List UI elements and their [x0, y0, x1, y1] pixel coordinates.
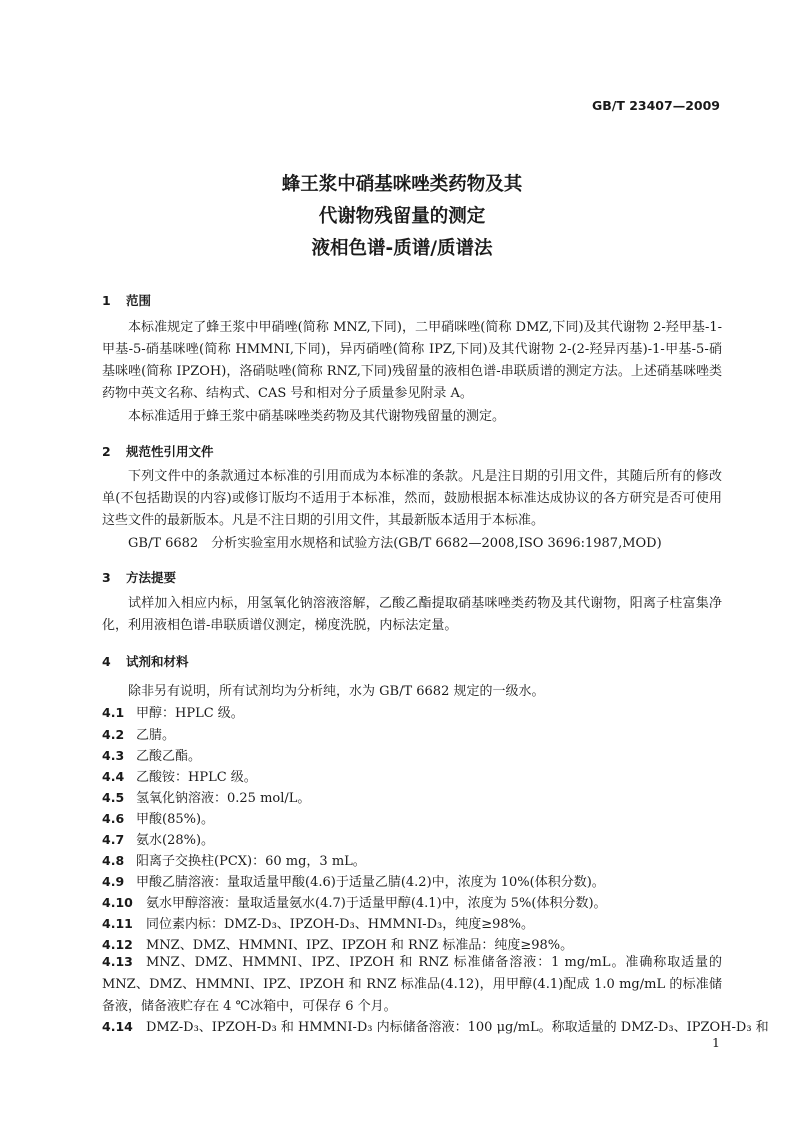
section-title: 范围 [126, 293, 152, 308]
item-number: 4.7 [102, 832, 125, 847]
item-text: MNZ、DMZ、HMMNI、IPZ、IPZOH 和 RNZ 标准品：纯度≥98%。 [146, 938, 574, 953]
item-number: 4.5 [102, 790, 125, 805]
reagent-item-4-6 [102, 808, 722, 827]
reagent-item-4-13 [102, 951, 722, 1018]
item-text: 氢氧化钠溶液：0.25 mol/L。 [136, 791, 311, 806]
reagent-item-4-4 [102, 766, 722, 785]
item-number: 4.1 [102, 705, 125, 720]
item-text: 氨水(28%)。 [136, 833, 215, 848]
reagent-item-4-3 [102, 745, 722, 764]
reagent-item-4-1 [102, 702, 722, 721]
section-1-paragraph-1: 本标准规定了蜂王浆中甲硝唑(简称 MNZ,下同)，二甲硝咪唑(简称 DMZ,下同)及其代谢物 2-羟甲基-1-甲基-5-硝基咪唑(简称 HMMNI,下同)，异丙硝唑(简称 IPZ,下同)及其代谢物 2-(2-羟异丙基)-1-甲基-5-硝基咪唑(简称 IPZOH)，洛硝哒唑(简称 RNZ,下同)残留量的液相色谱-串联质谱的测定方法。上述硝基咪唑类药物中英文名称、结构式、CAS 号和相对分子质量参见附录 A。 [102, 320, 722, 401]
section-number: 1 [102, 293, 111, 308]
reagent-item-4-2 [102, 724, 722, 743]
item-number: 4.2 [102, 727, 125, 742]
section-1-paragraph-2: 本标准适用于蜂王浆中硝基咪唑类药物及其代谢物残留量的测定。 [128, 409, 506, 424]
item-number: 4.14 [102, 1019, 133, 1034]
item-number: 4.3 [102, 748, 125, 763]
item-number: 4.12 [102, 937, 133, 952]
item-number: 4.8 [102, 853, 125, 868]
item-number: 4.13 [102, 954, 133, 969]
section-3-paragraph-1: 试样加入相应内标，用氢氧化钠溶液溶解，乙酸乙酯提取硝基咪唑类药物及其代谢物，阳离子柱富集净化，利用液相色谱-串联质谱仪测定，梯度洗脱，内标法定量。 [102, 596, 722, 633]
item-number: 4.4 [102, 769, 125, 784]
section-4-heading [102, 652, 189, 670]
section-number: 4 [102, 654, 111, 669]
section-number: 2 [102, 444, 111, 459]
section-4-intro: 除非另有说明，所有试剂均为分析纯，水为 GB/T 6682 规定的一级水。 [128, 684, 545, 699]
item-text: 氨水甲醇溶液：量取适量氨水(4.7)于适量甲醇(4.1)中，浓度为 5%(体积分数)。 [146, 896, 607, 911]
section-1-heading [102, 291, 151, 309]
document-title-line-3: 液相色谱-质谱/质谱法 [311, 238, 493, 259]
reagent-item-4-8 [102, 850, 722, 869]
section-title: 试剂和材料 [126, 654, 189, 669]
item-text: 乙腈。 [136, 728, 176, 743]
reagent-item-4-7 [102, 829, 722, 848]
document-title-line-2: 代谢物残留量的测定 [318, 206, 486, 227]
item-number: 4.11 [102, 916, 133, 931]
item-text: 甲醇：HPLC 级。 [136, 706, 244, 721]
normative-reference-gbt6682: GB/T 6682 分析实验室用水规格和试验方法(GB/T 6682—2008,ISO 3696:1987,MOD) [128, 536, 662, 551]
item-text: 乙酸铵：HPLC 级。 [136, 770, 257, 785]
section-2-paragraph-1: 下列文件中的条款通过本标准的引用而成为本标准的条款。凡是注日期的引用文件，其随后所有的修改单(不包括勘误的内容)或修订版均不适用于本标准，然而，鼓励根据本标准达成协议的各方研究是否可使用这些文件的最新版本。凡是不注日期的引用文件，其最新版本适用于本标准。 [102, 469, 722, 528]
item-text: MNZ、DMZ、HMMNI、IPZ、IPZOH 和 RNZ 标准储备溶液：1 mg/mL。准确称取适量的 MNZ、DMZ、HMMNI、IPZ、IPZOH 和 RNZ 标准品(4.12)，用甲醇(4.1)配成 1.0 mg/mL 的标准储备液，储备液贮存在 4 ℃冰箱中，可保存 6 个月。 [102, 955, 722, 1014]
reagent-item-4-14 [102, 1016, 769, 1035]
item-number: 4.9 [102, 874, 125, 889]
item-text: 甲酸乙腈溶液：量取适量甲酸(4.6)于适量乙腈(4.2)中，浓度为 10%(体积分数)。 [136, 875, 605, 890]
document-title-line-1: 蜂王浆中硝基咪唑类药物及其 [281, 174, 523, 195]
item-text: 乙酸乙酯。 [136, 749, 202, 764]
item-number: 4.10 [102, 895, 133, 910]
reagent-item-4-5 [102, 787, 722, 806]
item-text: 阳离子交换柱(PCX)：60 mg，3 mL。 [136, 854, 366, 869]
section-number: 3 [102, 570, 111, 585]
page-number: 1 [712, 1035, 720, 1050]
item-text: 同位素内标：DMZ-D₃、IPZOH-D₃、HMMNI-D₃，纯度≥98%。 [146, 917, 535, 932]
reagent-item-4-9 [102, 871, 722, 890]
standard-code: GB/T 23407—2009 [591, 98, 720, 113]
section-3-heading [102, 568, 176, 586]
section-title: 规范性引用文件 [126, 444, 214, 459]
item-number: 4.6 [102, 811, 125, 826]
section-title: 方法提要 [126, 570, 177, 585]
item-text: 甲酸(85%)。 [136, 812, 215, 827]
item-text: DMZ-D₃、IPZOH-D₃ 和 HMMNI-D₃ 内标储备溶液：100 μg/mL。称取适量的 DMZ-D₃、IPZOH-D₃ 和 [146, 1020, 769, 1035]
reagent-item-4-10 [102, 892, 722, 911]
section-2-heading [102, 442, 214, 460]
reagent-item-4-11 [102, 913, 722, 932]
